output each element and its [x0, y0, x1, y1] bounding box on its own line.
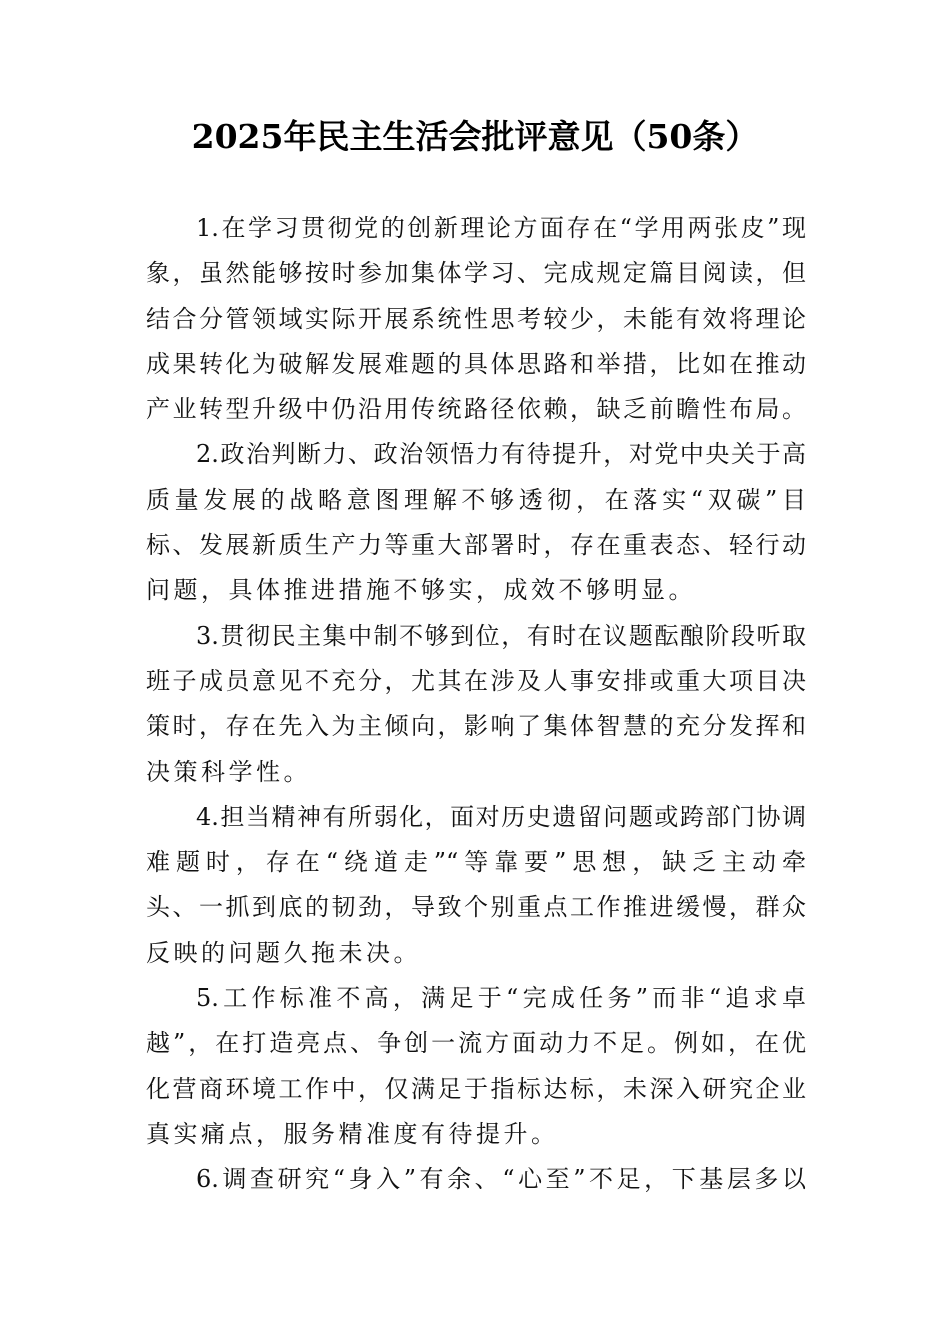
paragraph-line: 6.调查研究“身入”有余、“心至”不足，下基层多以 [196, 1165, 806, 1194]
document-title: 2025年民主生活会批评意见（50条） [191, 117, 759, 156]
paragraph-6 [146, 1157, 806, 1202]
paragraph-3 [146, 614, 806, 795]
document-body [146, 206, 806, 1203]
paragraph-line: 难题时，存在“绕道走”“等靠要”思想，缺乏主动牵 [146, 848, 806, 877]
paragraph-line: 产业转型升级中仍沿用传统路径依赖，缺乏前瞻性布局。 [146, 395, 806, 424]
paragraph-line: 决策科学性。 [146, 757, 311, 786]
paragraph-line: 班子成员意见不充分，尤其在涉及人事安排或重大项目决 [146, 666, 806, 695]
paragraph-line: 4.担当精神有所弱化，面对历史遗留问题或跨部门协调 [196, 802, 806, 831]
paragraph-line: 象，虽然能够按时参加集体学习、完成规定篇目阅读，但 [146, 259, 806, 288]
paragraph-line: 5.工作标准不高，满足于“完成任务”而非“追求卓 [196, 984, 806, 1013]
paragraph-line: 越”，在打造亮点、争创一流方面动力不足。例如，在优 [146, 1029, 806, 1058]
paragraph-line: 问题，具体推进措施不够实，成效不够明显。 [146, 576, 696, 605]
paragraph-line: 化营商环境工作中，仅满足于指标达标，未深入研究企业 [146, 1074, 806, 1103]
paragraph-line: 结合分管领域实际开展系统性思考较少，未能有效将理论 [146, 304, 806, 333]
paragraph-2 [146, 432, 806, 613]
paragraph-line: 标、发展新质生产力等重大部署时，存在重表态、轻行动 [146, 531, 806, 560]
paragraph-line: 成果转化为破解发展难题的具体思路和举措，比如在推动 [146, 349, 806, 378]
paragraph-line: 策时，存在先入为主倾向，影响了集体智慧的充分发挥和 [146, 712, 806, 741]
paragraph-5 [146, 976, 806, 1157]
paragraph-line: 3.贯彻民主集中制不够到位，有时在议题酝酿阶段听取 [196, 621, 806, 650]
paragraph-line: 2.政治判断力、政治领悟力有待提升，对党中央关于高 [196, 440, 806, 469]
paragraph-line: 1.在学习贯彻党的创新理论方面存在“学用两张皮”现 [196, 214, 806, 242]
paragraph-4 [146, 795, 806, 976]
paragraph-1 [146, 206, 806, 432]
paragraph-line: 真实痛点，服务精准度有待提升。 [146, 1119, 559, 1148]
paragraph-line: 反映的问题久拖未决。 [146, 938, 421, 967]
paragraph-line: 头、一抓到底的韧劲，导致个别重点工作推进缓慢，群众 [146, 893, 806, 922]
paragraph-line: 质量发展的战略意图理解不够透彻，在落实“双碳”目 [146, 485, 806, 514]
